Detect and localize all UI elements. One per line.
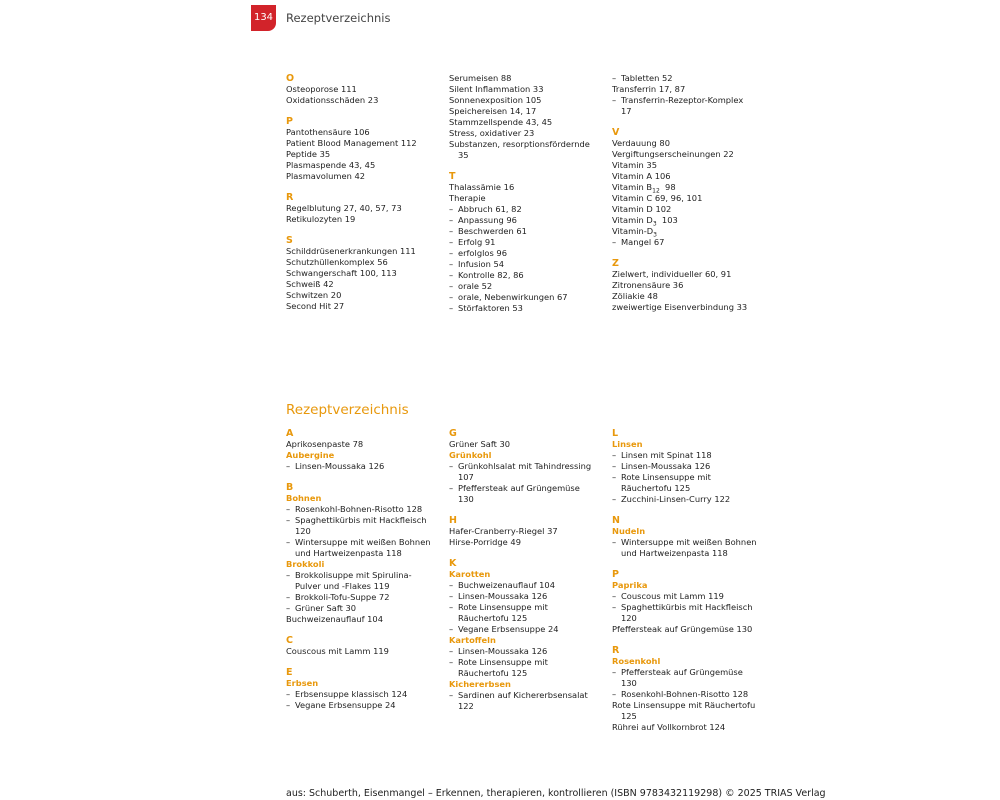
recipe-entry: – Brokkolisuppe mit Spirulina- <box>286 570 446 581</box>
index-entry: Vitamin $B_{12}$ 98 <box>612 182 676 195</box>
index-column-3 <box>612 73 772 313</box>
index-entry: Vergiftungserscheinungen 22 <box>612 149 734 159</box>
recipe-letter: R <box>612 645 620 656</box>
recipe-entry: – Zucchini-Linsen-Curry 122 <box>612 494 772 505</box>
recipe-index-title: Rezeptverzeichnis <box>286 402 409 418</box>
index-subentry: – Kontrolle 82, 86 <box>449 270 609 281</box>
recipe-entry: – Brokkoli-Tofu-Suppe 72 <box>286 592 446 603</box>
recipe-entry: – Sardinen auf Kichererbsensalat <box>449 690 609 701</box>
recipe-letter: E <box>286 667 293 678</box>
recipe-entry-continuation: 122 <box>458 701 474 711</box>
index-subentry: – Abbruch 61, 82 <box>449 204 609 215</box>
recipe-ingredient-heading: Bohnen <box>286 493 322 503</box>
recipe-entry: – Vegane Erbsensuppe 24 <box>286 700 446 711</box>
index-letter: Z <box>612 258 619 269</box>
index-entry: Thalassämie 16 <box>449 182 515 192</box>
index-subentry: – Störfaktoren 53 <box>449 303 609 314</box>
index-entry: Substanzen, resorptionsfördernde <box>449 139 590 149</box>
recipe-entry: – Linsen-Moussaka 126 <box>449 591 609 602</box>
index-entry: Patient Blood Management 112 <box>286 138 417 148</box>
index-entry: Stammzellspende 43, 45 <box>449 117 553 127</box>
recipe-letter: N <box>612 515 620 526</box>
index-entry: Vitamin C 69, 96, 101 <box>612 193 703 203</box>
recipe-entry: – Erbsensuppe klassisch 124 <box>286 689 446 700</box>
recipe-letter: K <box>449 558 457 569</box>
recipe-column-3 <box>612 428 772 733</box>
recipe-entry-continuation: Pulver und -Flakes 119 <box>295 581 390 591</box>
index-entry-continuation: 17 <box>621 106 632 116</box>
index-subentry: – erfolglos 96 <box>449 248 609 259</box>
index-letter: O <box>286 73 295 84</box>
recipe-entry: – Vegane Erbsensuppe 24 <box>449 624 609 635</box>
recipe-entry: – Linsen-Moussaka 126 <box>286 461 446 472</box>
recipe-entry: Rote Linsensuppe mit Räuchertofu <box>612 700 756 710</box>
recipe-letter: B <box>286 482 294 493</box>
index-subentry: – Anpassung 96 <box>449 215 609 226</box>
recipe-letter: H <box>449 515 457 526</box>
recipe-ingredient-heading: Nudeln <box>612 526 646 536</box>
index-entry: Vitamin A 106 <box>612 171 671 181</box>
source-footer: aus: Schuberth, Eisenmangel – Erkennen, therapieren, kontrollieren (ISBN 9783432119298) © 2025 TRIAS Verlag <box>286 788 826 799</box>
recipe-entry: – Rote Linsensuppe mit <box>449 657 609 668</box>
index-entry: Schutzhüllenkomplex 56 <box>286 257 388 267</box>
index-subentry: – Mangel 67 <box>612 237 772 248</box>
index-subentry: – Infusion 54 <box>449 259 609 270</box>
index-entry: Vitamin-$D_3$ <box>612 226 657 239</box>
recipe-entry: Pfeffersteak auf Grüngemüse 130 <box>612 624 753 634</box>
recipe-entry: – Rosenkohl-Bohnen-Risotto 128 <box>286 504 446 515</box>
index-letter: V <box>612 127 620 138</box>
recipe-entry: – Spaghettikürbis mit Hackfleisch <box>612 602 772 613</box>
index-entry: Vitamin 35 <box>612 160 657 170</box>
recipe-letter: C <box>286 635 293 646</box>
index-subentry: – Transferrin-Rezeptor-Komplex <box>612 95 772 106</box>
index-letter: P <box>286 116 293 127</box>
recipe-entry: – Grünkohlsalat mit Tahindressing <box>449 461 609 472</box>
recipe-letter: L <box>612 428 619 439</box>
index-entry: Osteoporose 111 <box>286 84 357 94</box>
index-column-1 <box>286 73 446 312</box>
index-subentry: – orale 52 <box>449 281 609 292</box>
recipe-ingredient-heading: Kartoffeln <box>449 635 496 645</box>
index-entry: zweiwertige Eisenverbindung 33 <box>612 302 748 312</box>
recipe-ingredient-heading: Grünkohl <box>449 450 492 460</box>
recipe-entry-continuation: 107 <box>458 472 474 482</box>
index-entry: Schilddrüsenerkrankungen 111 <box>286 246 416 256</box>
recipe-column-2 <box>449 428 609 712</box>
recipe-entry-continuation: und Hartweizenpasta 118 <box>621 548 728 558</box>
recipe-entry: – Linsen-Moussaka 126 <box>612 461 772 472</box>
index-entry-continuation: 35 <box>458 150 469 160</box>
recipe-entry: – Spaghettikürbis mit Hackfleisch <box>286 515 446 526</box>
index-entry: Plasmaspende 43, 45 <box>286 160 376 170</box>
recipe-ingredient-heading: Linsen <box>612 439 643 449</box>
recipe-entry: – Rosenkohl-Bohnen-Risotto 128 <box>612 689 772 700</box>
recipe-entry: Hirse-Porridge 49 <box>449 537 521 547</box>
recipe-letter: P <box>612 569 619 580</box>
index-entry: Vitamin $D_3$ 103 <box>612 215 678 228</box>
recipe-entry-continuation: 130 <box>621 678 637 688</box>
recipe-entry: Couscous mit Lamm 119 <box>286 646 389 656</box>
index-entry: Therapie <box>449 193 486 203</box>
index-entry: Schweiß 42 <box>286 279 334 289</box>
index-entry: Sonnenexposition 105 <box>449 95 542 105</box>
recipe-ingredient-heading: Karotten <box>449 569 491 579</box>
recipe-ingredient-heading: Kichererbsen <box>449 679 511 689</box>
recipe-ingredient-heading: Rosenkohl <box>612 656 661 666</box>
index-entry: Retikulozyten 19 <box>286 214 356 224</box>
recipe-entry: – Couscous mit Lamm 119 <box>612 591 772 602</box>
index-entry: Transferrin 17, 87 <box>612 84 686 94</box>
index-entry: Zitronensäure 36 <box>612 280 684 290</box>
recipe-entry-continuation: 125 <box>621 711 637 721</box>
recipe-entry: – Grüner Saft 30 <box>286 603 446 614</box>
index-entry: Silent Inflammation 33 <box>449 84 544 94</box>
index-column-2 <box>449 73 609 314</box>
index-entry: Plasmavolumen 42 <box>286 171 366 181</box>
recipe-entry-continuation: Räuchertofu 125 <box>458 613 528 623</box>
index-entry: Second Hit 27 <box>286 301 345 311</box>
recipe-ingredient-heading: Erbsen <box>286 678 319 688</box>
recipe-entry: – Linsen-Moussaka 126 <box>449 646 609 657</box>
index-letter: T <box>449 171 456 182</box>
recipe-ingredient-heading: Aubergine <box>286 450 335 460</box>
index-entry: Regelblutung 27, 40, 57, 73 <box>286 203 402 213</box>
recipe-ingredient-heading: Paprika <box>612 580 648 590</box>
index-entry: Schwangerschaft 100, 113 <box>286 268 397 278</box>
index-entry: Zielwert, individueller 60, 91 <box>612 269 732 279</box>
recipe-entry: – Pfeffersteak auf Grüngemüse <box>612 667 772 678</box>
index-entry: Verdauung 80 <box>612 138 670 148</box>
recipe-entry-continuation: Räuchertofu 125 <box>458 668 528 678</box>
index-entry: Pantothensäure 106 <box>286 127 370 137</box>
index-letter: R <box>286 192 294 203</box>
recipe-entry: Buchweizenauflauf 104 <box>286 614 383 624</box>
index-letter: S <box>286 235 293 246</box>
index-entry: Zöliakie 48 <box>612 291 658 301</box>
recipe-entry: Aprikosenpaste 78 <box>286 439 364 449</box>
recipe-entry-continuation: und Hartweizenpasta 118 <box>295 548 402 558</box>
recipe-entry-continuation: Räuchertofu 125 <box>621 483 691 493</box>
index-subentry: – Tabletten 52 <box>612 73 772 84</box>
recipe-entry: Grüner Saft 30 <box>449 439 511 449</box>
index-entry: Schwitzen 20 <box>286 290 342 300</box>
index-subentry: – orale, Nebenwirkungen 67 <box>449 292 609 303</box>
recipe-letter: A <box>286 428 294 439</box>
recipe-entry: – Rote Linsensuppe mit <box>449 602 609 613</box>
recipe-entry: Hafer-Cranberry-Riegel 37 <box>449 526 558 536</box>
recipe-entry: – Buchweizenauflauf 104 <box>449 580 609 591</box>
index-subentry: – Beschwerden 61 <box>449 226 609 237</box>
index-entry: Peptide 35 <box>286 149 331 159</box>
recipe-entry: Rührei auf Vollkornbrot 124 <box>612 722 726 732</box>
recipe-entry: – Wintersuppe mit weißen Bohnen <box>612 537 772 548</box>
index-entry: Speichereisen 14, 17 <box>449 106 537 116</box>
index-entry: Vitamin D 102 <box>612 204 672 214</box>
index-subentry: – Erfolg 91 <box>449 237 609 248</box>
recipe-entry: – Wintersuppe mit weißen Bohnen <box>286 537 446 548</box>
index-entry: Oxidationsschäden 23 <box>286 95 379 105</box>
recipe-entry: – Pfeffersteak auf Grüngemüse <box>449 483 609 494</box>
recipe-ingredient-heading: Brokkoli <box>286 559 325 569</box>
index-entry: Stress, oxidativer 23 <box>449 128 535 138</box>
recipe-entry-continuation: 120 <box>621 613 637 623</box>
recipe-entry: – Linsen mit Spinat 118 <box>612 450 772 461</box>
recipe-letter: G <box>449 428 457 439</box>
page-number-badge: 134 <box>251 5 276 31</box>
recipe-column-1 <box>286 428 446 711</box>
recipe-entry-continuation: 120 <box>295 526 311 536</box>
index-entry: Serumeisen 88 <box>449 73 512 83</box>
recipe-entry: – Rote Linsensuppe mit <box>612 472 772 483</box>
running-title: Rezeptverzeichnis <box>286 11 391 25</box>
recipe-entry-continuation: 130 <box>458 494 474 504</box>
